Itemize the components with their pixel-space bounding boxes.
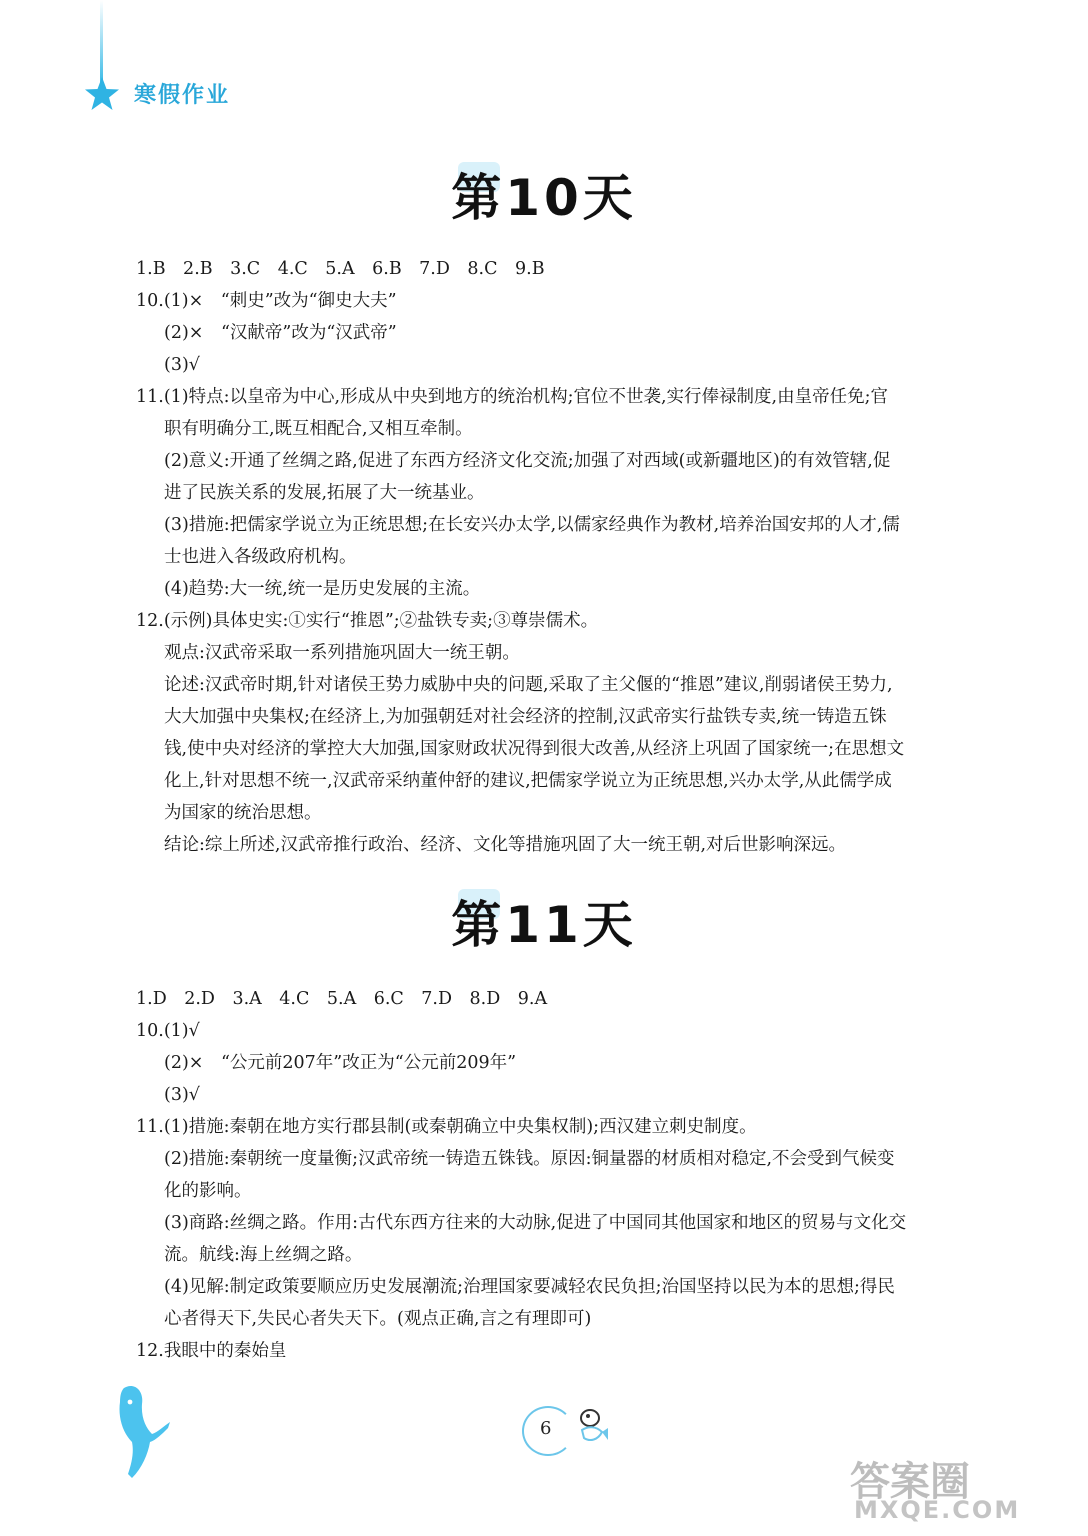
answer-line: (3)√: [164, 355, 200, 375]
answer-line: 11.(1)特点:以皇帝为中心,形成从中央到地方的统治机构;官位不世袭,实行俸禄制度,由皇帝任免;官: [136, 387, 888, 407]
answer-line: 化的影响。: [164, 1181, 252, 1201]
answer-line: (2)意义:开通了丝绸之路,促进了东西方经济文化交流;加强了对西域(或新疆地区)的有效管辖,促: [164, 451, 891, 471]
header-label: 寒假作业: [134, 83, 231, 108]
answer-line: 结论:综上所述,汉武帝推行政治、经济、文化等措施巩固了大一统王朝,对后世影响深远。: [164, 835, 847, 855]
answer-line: 士也进入各级政府机构。: [164, 547, 357, 567]
answer-line: (2)× “汉献帝”改为“汉武帝”: [164, 323, 397, 343]
answer-line: 化上,针对思想不统一,汉武帝采纳董仲舒的建议,把儒家学说立为正统思想,兴办太学,从此儒学成: [164, 771, 892, 791]
page-number-badge: [522, 1406, 578, 1456]
day-11-title: [0, 885, 1088, 954]
mascot-icon: [110, 1382, 180, 1482]
answer-line: 1.B 2.B 3.C 4.C 5.A 6.B 7.D 8.C 9.B: [136, 259, 545, 279]
answer-line: 职有明确分工,既互相配合,又相互牵制。: [164, 419, 473, 439]
answer-line: (4)趋势:大一统,统一是历史发展的主流。: [164, 579, 481, 599]
watermark: [840, 1450, 1080, 1530]
watermark-top-text: 答案圈: [850, 1459, 970, 1505]
answer-line: 12.我眼中的秦始皇: [136, 1341, 287, 1361]
answer-line: 10.(1)× “刺史”改为“御史大夫”: [136, 291, 397, 311]
answer-line: (4)见解:制定政策要顺应历史发展潮流;治理国家要减轻农民负担;治国坚持以民为本的思想;得民: [164, 1277, 895, 1297]
watermark-bottom-text: MXQE.COM: [854, 1496, 1021, 1524]
answer-line: 论述:汉武帝时期,针对诸侯王势力威胁中央的问题,采取了主父偃的“推恩”建议,削弱诸侯王势力,: [164, 675, 893, 695]
page-number: 6: [540, 1418, 552, 1439]
answer-line: 为国家的统治思想。: [164, 803, 322, 823]
answer-line: 观点:汉武帝采取一系列措施巩固大一统王朝。: [164, 643, 520, 663]
header-vertical-line: [100, 0, 103, 86]
answer-line: 进了民族关系的发展,拓展了大一统基业。: [164, 483, 485, 503]
day-11-title-text: 第11天: [451, 896, 637, 954]
answer-line: 12.(示例)具体史实:①实行“推恩”;②盐铁专卖;③尊崇儒术。: [136, 611, 599, 631]
answer-line: 11.(1)措施:秦朝在地方实行郡县制(或秦朝确立中央集权制);西汉建立刺史制度。: [136, 1117, 757, 1137]
answer-line: 心者得天下,失民心者失天下。(观点正确,言之有理即可): [164, 1309, 592, 1329]
answer-line: (3)措施:把儒家学说立为正统思想;在长安兴办太学,以儒家经典作为教材,培养治国安邦的人才,儒: [164, 515, 900, 535]
answer-line: 大大加强中央集权;在经济上,为加强朝廷对社会经济的控制,汉武帝实行盐铁专卖,统一铸造五铢: [164, 707, 887, 727]
answer-line: (2)措施:秦朝统一度量衡;汉武帝统一铸造五铢钱。原因:铜量器的材质相对稳定,不会受到气候变: [164, 1149, 895, 1169]
star-icon: [84, 76, 120, 112]
header: [84, 0, 384, 120]
day-10-title: [0, 158, 1088, 227]
day-10-title-text: 第10天: [451, 169, 637, 227]
answer-line: 10.(1)√: [136, 1021, 200, 1041]
answer-line: 流。航线:海上丝绸之路。: [164, 1245, 363, 1265]
answer-line: 钱,使中央对经济的掌控大大加强,国家财政状况得到很大改善,从经济上巩固了国家统一;在思想文: [164, 739, 905, 759]
answer-line: (3)√: [164, 1085, 200, 1105]
answer-line: 1.D 2.D 3.A 4.C 5.A 6.C 7.D 8.D 9.A: [136, 989, 548, 1009]
answer-line: (2)× “公元前207年”改正为“公元前209年”: [164, 1053, 517, 1073]
answer-line: (3)商路:丝绸之路。作用:古代东西方往来的大动脉,促进了中国同其他国家和地区的贸易与文化交: [164, 1213, 907, 1233]
fish-icon: [576, 1404, 610, 1448]
